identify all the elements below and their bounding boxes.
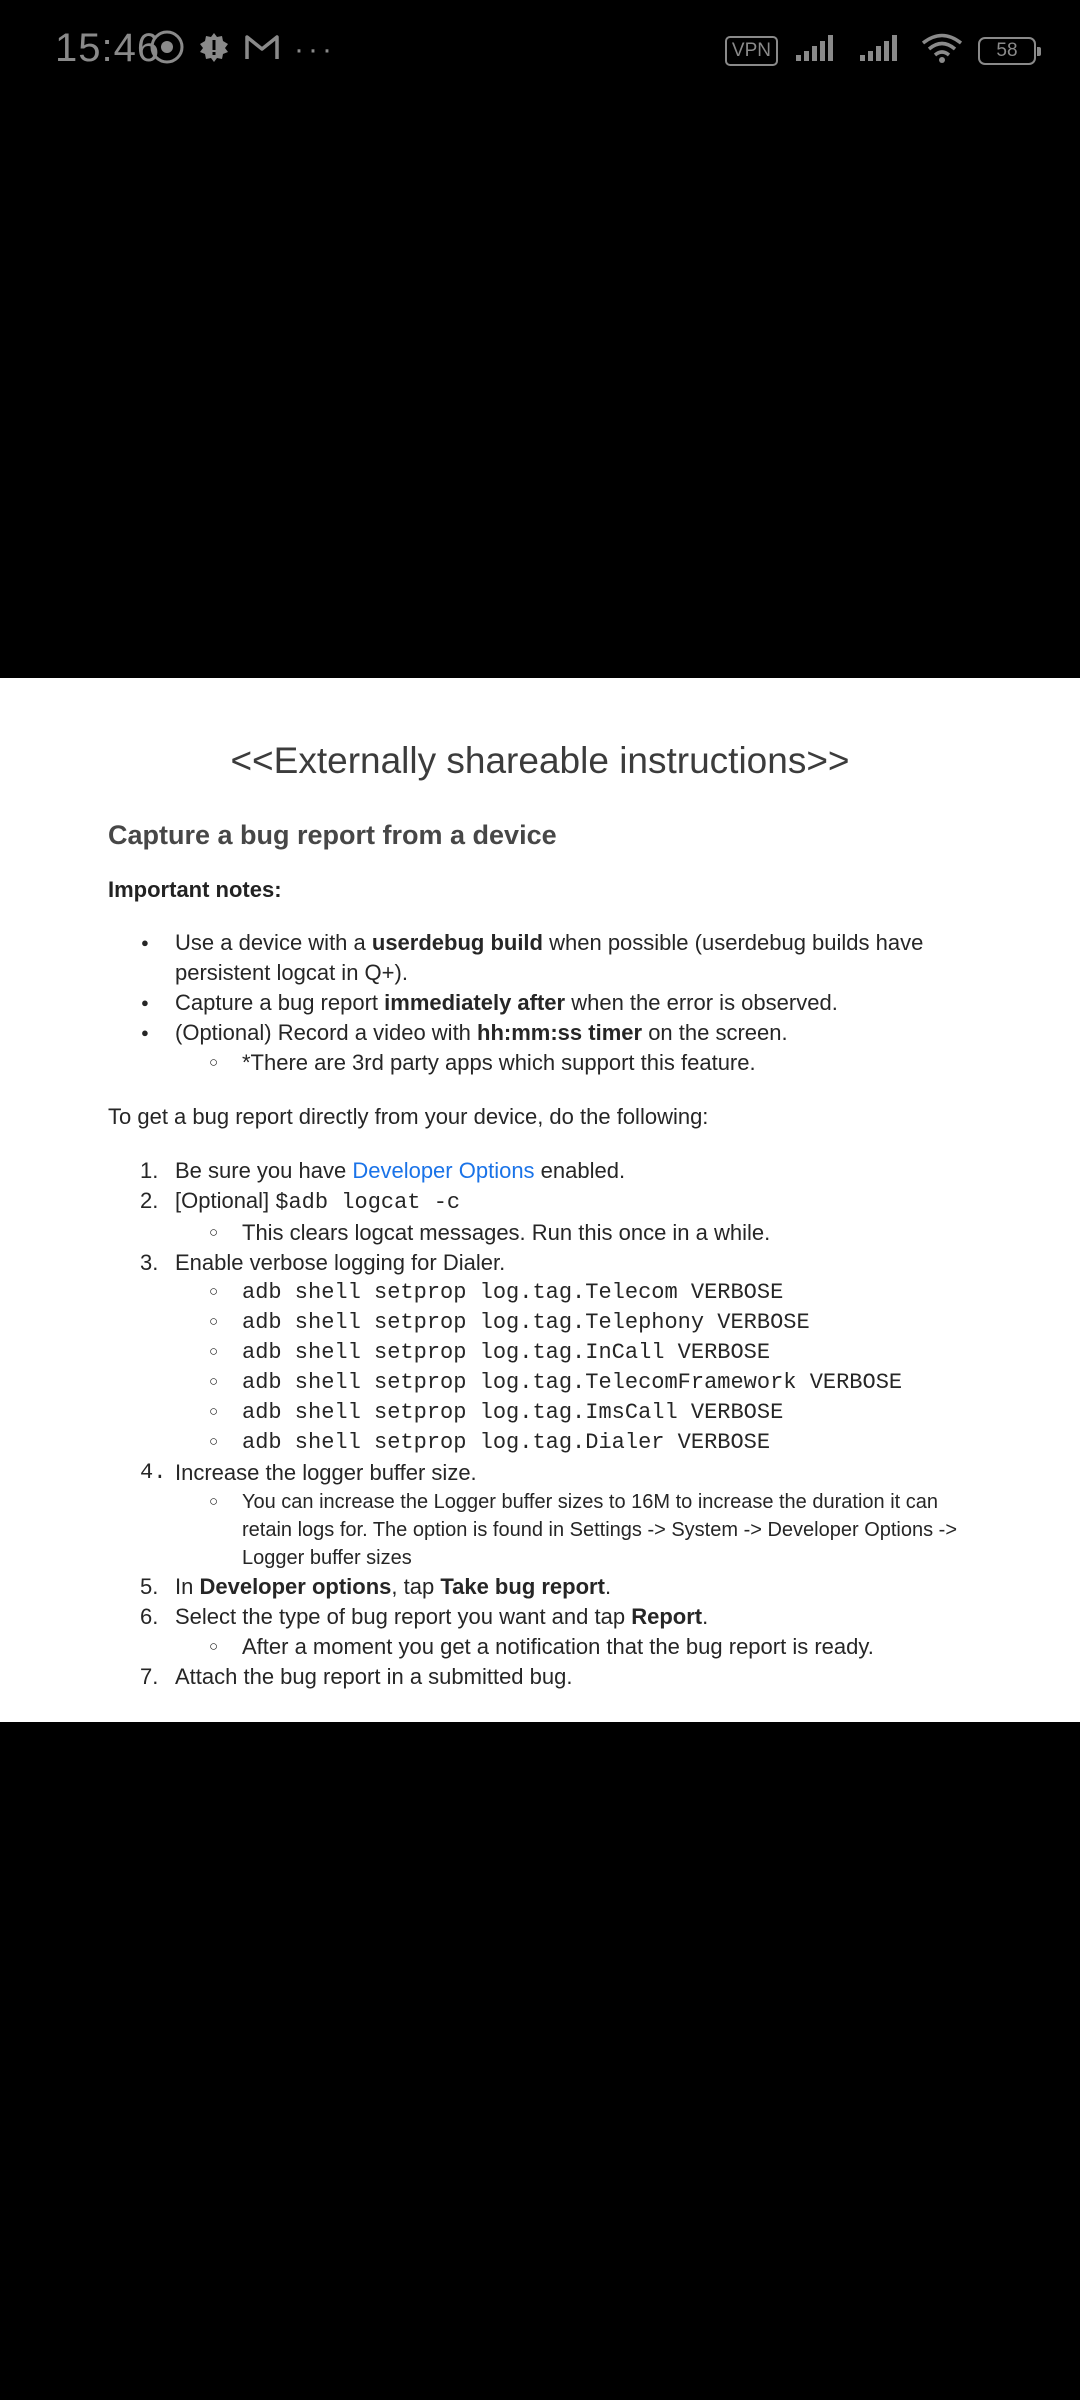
note-subitem: ○ *There are 3rd party apps which support this feature. bbox=[108, 1048, 988, 1078]
signal-1-icon bbox=[792, 33, 842, 68]
notes-list bbox=[108, 928, 988, 1078]
step-subitem: ○ You can increase the Logger buffer sizes to 16M to increase the duration it can retain logs for. The option is found in Settings -> System -> Developer Options -> Logger buffer sizes bbox=[108, 1488, 988, 1572]
step-number: 2. bbox=[140, 1188, 159, 1213]
instructions-intro: To get a bug report directly from your device, do the following: bbox=[108, 1104, 709, 1129]
step-subitem: ○ After a moment you get a notification that the bug report is ready. bbox=[108, 1632, 988, 1662]
step-item: 6. Select the type of bug report you want and tap Report. bbox=[108, 1602, 988, 1632]
signal-2-icon bbox=[856, 33, 906, 68]
vpn-badge: VPN bbox=[725, 36, 778, 66]
step-number: 4. bbox=[140, 1460, 167, 1485]
command-item: ○ adb shell setprop log.tag.ImsCall VERBOSE bbox=[108, 1398, 988, 1428]
step-number: 1. bbox=[140, 1158, 159, 1183]
document-title: <<Externally shareable instructions>> bbox=[230, 740, 850, 781]
step-number: 7. bbox=[140, 1664, 159, 1689]
status-bar bbox=[0, 0, 1080, 104]
app-icon bbox=[150, 30, 184, 69]
command-item: ○ adb shell setprop log.tag.TelecomFramework VERBOSE bbox=[108, 1368, 988, 1398]
step-item: 2. [Optional] $adb logcat -c bbox=[140, 1188, 461, 1215]
note-item: ● Capture a bug report immediately after when the error is observed. bbox=[108, 988, 988, 1018]
step-item: 3. Enable verbose logging for Dialer. bbox=[108, 1248, 988, 1278]
command-item: ○ adb shell setprop log.tag.Telecom VERBOSE bbox=[108, 1278, 988, 1308]
steps-list bbox=[108, 1156, 988, 1692]
developer-options-link[interactable]: Developer Options bbox=[352, 1158, 535, 1183]
alert-gear-icon bbox=[198, 31, 230, 68]
overflow-dots-icon: ··· bbox=[294, 32, 336, 66]
command-item: ○ adb shell setprop log.tag.InCall VERBOSE bbox=[108, 1338, 988, 1368]
status-time: 15:46 bbox=[55, 26, 161, 70]
step-item: 5. In Developer options, tap Take bug report. bbox=[108, 1572, 988, 1602]
wifi-icon bbox=[920, 32, 964, 69]
command-item: ○ adb shell setprop log.tag.Dialer VERBOSE bbox=[108, 1428, 988, 1458]
section-heading: Capture a bug report from a device bbox=[108, 820, 557, 850]
step-item: 7. Attach the bug report in a submitted bug. bbox=[108, 1662, 988, 1692]
status-right-icons bbox=[725, 32, 1036, 69]
step-number: 6. bbox=[140, 1604, 159, 1629]
step-item: 1. Be sure you have Developer Options enabled. bbox=[108, 1156, 988, 1186]
code-snippet: $adb logcat -c bbox=[275, 1190, 461, 1215]
note-item: ● (Optional) Record a video with hh:mm:ss timer on the screen. bbox=[108, 1018, 988, 1048]
battery-indicator: 58 bbox=[978, 37, 1036, 65]
step-item: 4. Increase the logger buffer size. bbox=[108, 1458, 988, 1488]
important-notes-heading: Important notes: bbox=[108, 877, 282, 902]
document-panel bbox=[0, 678, 1080, 1722]
step-number: 5. bbox=[140, 1574, 159, 1599]
status-left-icons bbox=[150, 30, 336, 69]
gmail-icon bbox=[244, 33, 280, 66]
step-number: 3. bbox=[140, 1250, 159, 1275]
command-item: ○ adb shell setprop log.tag.Telephony VERBOSE bbox=[108, 1308, 988, 1338]
step-subitem: ○ This clears logcat messages. Run this once in a while. bbox=[108, 1218, 988, 1248]
note-item: ● Use a device with a userdebug build when possible (userdebug builds have persistent logcat in Q+). bbox=[108, 928, 988, 988]
